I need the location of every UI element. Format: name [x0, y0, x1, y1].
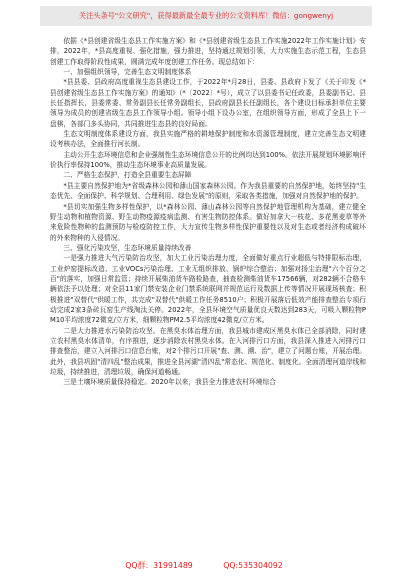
paragraph: 依据《*县创建省级生态县工作实施方案》和《*县创建省级生态县工作实施2022年工作实施计划》安排，2022年，*县高度重视、强化措施，强力推进，坚持通过规划引领，大力实施生态示范工程，生态县创建工作取得阶段性成果，圆满完成年度创建工作任务。现总结如下： — [50, 37, 366, 66]
paragraph: 三是土壤环境质量保持稳定。2020年以来，我县全力推进农村环境综合 — [63, 378, 276, 387]
paragraph: 一是强力推进大气污染防治攻坚，加大工业污染治理力度，全面做好重点行业超低与特排限标治理，工业炉窑提标改造、工业VOCs污染治理、工业无组织排放、锅炉综合整治；加强对扬尘治理"六个百分之百"的落实，加强日常监管；持续开展柴油货车路检路查，抽查检测柴油货车17566辆，对282辆不合格车辆依法予以处理；对全县11家门禁安装企业门禁系统联网并规范运行及数据上传等情况开展现场核查；积极推进"双替代"供暖工作，共完成"双替代"供暖工作任务8510户；积极开展落后低效产能排查整治专项行动完成2家3条砖瓦窑生产线淘汰关停。2022年，全县环境空气质量优良天数达到283天，可吸入颗粒物PM10平均浓度72微克/立方米，细颗粒物PM2.5平均浓度42微克/立方米。 — [50, 254, 366, 325]
paragraph: *县主要自然保护地为*省级森林公园和薄山国家森林公园。作为我县重要的自然保护地，始终坚持"生态优先、全面保护、科学规划、合理利用、绿色发展"的原则，采取各类措施，加强对自然保护地的保护。 — [50, 181, 366, 201]
section-heading: 三、强化污染攻坚，生态环境质量持续改善 — [63, 243, 192, 252]
paragraph: 二是大力推进水污染防治攻坚。在黑臭水体治理方面，我县城市建成区黑臭水体已全部消除，同时建立农村黑臭水体清单，有序推进，逐步消除农村黑臭水体。在入河排污口方面，我县深入推进入河排污口排查整治，建立入河排污口信息台账，对2个排污口开展"查、测、溯、治"，建立了问题台账，开展治理。此外，我县巩固"清四乱"整治成果，推进全县河湖"清四乱"常态化、规范化、制度化。全面清理河道岸线和垃圾，持续推进，清理垃圾，确保河道畅通。 — [50, 326, 366, 376]
promo-banner: 关注头条号"公文研究"，获得最新最全最专业的公文资料库！微信：gongwenyj — [40, 6, 372, 26]
contact-footer — [0, 560, 408, 572]
qq-group-text: QQ群：31991489 — [125, 561, 193, 570]
document-body — [50, 36, 366, 388]
paragraph: 主动公开生态环境信息和企业强制性生态环境信息公开的比例均达到100%。依法开展规划环境影响评价执行率保持100%，推动生态环境事业高质量发展。 — [50, 150, 366, 170]
section-heading: 一、加强组织领导，完善生态文明制度体系 — [63, 68, 192, 77]
paragraph: *县县委、县政府高度重视生态县建设工作，于2022年*月28日，县委、县政府下发了《关于印发《*县创建省级生态县工作实施方案》的通知》（*〔2022〕*号），成立了以县委书记任政委，县委副书记、县长任指挥长，县委常委、常务副县长任常务副组长，县政府副县长任副组长，各个建设目标承担单位主要领导为成员的创建省级生态县工作领导小组。领导小组下设办公室，在组织领导方面，形成了全县上下一盘棋，各部门多头协同，共同推进生态县的良好局面。 — [50, 78, 366, 128]
section-heading: 二、严格生态保护，打造全县重要生态屏障 — [63, 171, 192, 180]
paragraph: *县切实加强生物多样性保护，以*森林公园、薄山森林公园等自然保护地管理机构为基础，建立健全野生动物和植物资源、野生动物疫源疫病监测、有害生物防控体系。做好加拿大一枝花、多花黑麦草等外来危险性物种的监测预防与检疫防控工作，大力宣传生物多样性保护重要性以及对生态或者经济构成破坏的外来物种的入侵情况。 — [50, 202, 366, 242]
paragraph: 生态文明制度体系建设方面，我县实施严格的耕地保护制度和水资源管理制度，建立完善生态文明建设考核办法，全面推行河长制。 — [50, 130, 366, 149]
qq-number-text: QQ:535304092 — [223, 561, 283, 570]
